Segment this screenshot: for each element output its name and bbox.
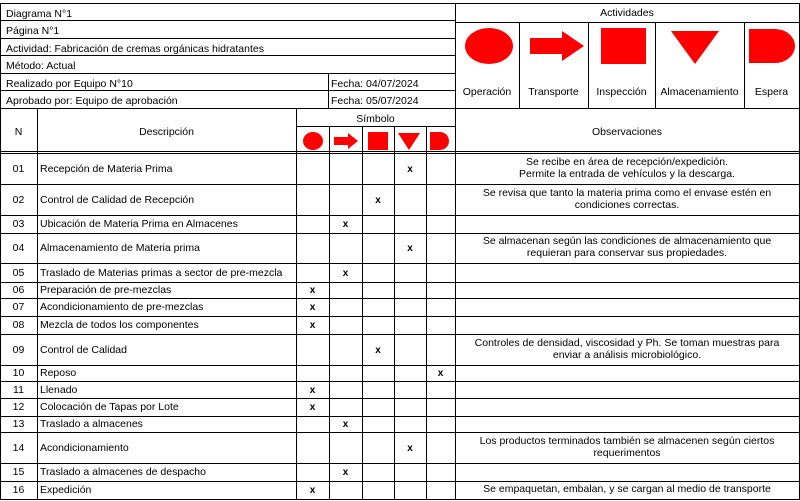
row-symbol-mark: x bbox=[309, 302, 316, 313]
grid-line bbox=[744, 22, 745, 109]
grid-line bbox=[296, 126, 456, 127]
grid-line bbox=[0, 263, 800, 264]
grid-line bbox=[296, 108, 297, 500]
row-observation: Se revisa que tanto la materia prima como el envase estén en condiciones correctas. bbox=[482, 186, 772, 211]
grid-line bbox=[426, 126, 427, 500]
row-observation: Se empaquetan, embalan, y se cargan al medio de transporte bbox=[483, 483, 771, 495]
row-number: 03 bbox=[12, 218, 25, 230]
grid-line bbox=[0, 151, 800, 152]
table-symbol-icons bbox=[0, 0, 800, 160]
row-symbol-mark: x bbox=[342, 467, 349, 478]
grid-line bbox=[394, 126, 395, 500]
legend-storage-label: Almacenamiento bbox=[660, 86, 739, 98]
made-by: Realizado por Equipo N°10 bbox=[6, 78, 133, 90]
grid-line bbox=[588, 22, 589, 109]
row-number: 06 bbox=[12, 284, 25, 296]
row-symbol-mark: x bbox=[342, 419, 349, 430]
row-number: 04 bbox=[12, 242, 25, 254]
legend-transport-label: Transporte bbox=[528, 86, 579, 98]
row-number: 16 bbox=[12, 484, 25, 496]
row-description: Llenado bbox=[40, 383, 78, 396]
row-observation: Los productos terminados también se almacenen según ciertos requerimentos bbox=[479, 434, 775, 459]
row-observation: Controles de densidad, viscosidad y Ph. Se toman muestras para enviar a análisis microbiológico. bbox=[474, 336, 780, 361]
grid-line bbox=[328, 73, 329, 109]
grid-line bbox=[0, 20, 456, 21]
row-description: Traslado a almacenes de despacho bbox=[40, 466, 206, 478]
activity-name: Actividad: Fabricación de cremas orgánicas hidratantes bbox=[6, 43, 264, 55]
row-description: Acondicionamiento bbox=[40, 441, 129, 454]
row-description: Almacenamiento de Materia prima bbox=[40, 242, 200, 254]
grid-line bbox=[0, 334, 800, 335]
grid-line bbox=[37, 108, 38, 500]
grid-line bbox=[329, 126, 330, 500]
row-symbol-mark: x bbox=[407, 442, 413, 454]
grid-line bbox=[0, 499, 800, 500]
row-number: 05 bbox=[12, 266, 25, 279]
row-description: Expedición bbox=[40, 484, 92, 496]
row-symbol-mark: x bbox=[309, 384, 316, 396]
grid-line bbox=[0, 398, 800, 399]
row-description: Recepción de Materia Prima bbox=[40, 162, 173, 175]
legend-wait-label: Espera bbox=[754, 86, 789, 98]
grid-line bbox=[0, 463, 800, 464]
row-description: Mezcla de todos los componentes bbox=[40, 319, 199, 331]
storage-small-icon bbox=[398, 133, 420, 150]
grid-line bbox=[0, 38, 456, 39]
col-header-n: N bbox=[14, 126, 23, 138]
grid-line bbox=[0, 108, 800, 109]
grid-line bbox=[362, 126, 363, 500]
grid-line bbox=[0, 3, 1, 500]
grid-line bbox=[0, 73, 456, 74]
row-number: 07 bbox=[12, 301, 25, 313]
grid-line bbox=[0, 233, 800, 234]
row-number: 15 bbox=[12, 466, 25, 478]
grid-line bbox=[0, 365, 800, 366]
row-description: Acondicionamiento de pre-mezclas bbox=[40, 301, 204, 313]
row-symbol-mark: x bbox=[407, 163, 413, 175]
activities-title: Actividades bbox=[600, 7, 654, 19]
row-symbol-mark: x bbox=[437, 368, 444, 379]
row-symbol-mark: x bbox=[342, 219, 349, 230]
row-observation: Se recibe en área de recepción/expedición. Permite la entrada de vehículos y la descarga. bbox=[519, 155, 735, 180]
row-symbol-mark: x bbox=[309, 285, 316, 296]
row-description: Control de Calidad bbox=[40, 343, 127, 356]
row-description: Colocación de Tapas por Lote bbox=[40, 401, 179, 413]
approved-by: Aprobado por: Equipo de aprobación bbox=[6, 95, 178, 107]
grid-line bbox=[0, 184, 800, 185]
row-symbol-mark: x bbox=[309, 320, 316, 331]
legend-inspection-label: Inspección bbox=[596, 86, 647, 98]
grid-line bbox=[0, 298, 800, 299]
row-number: 02 bbox=[12, 193, 25, 206]
made-date: Fecha: 04/07/2024 bbox=[331, 78, 419, 90]
method: Método: Actual bbox=[6, 60, 76, 72]
grid-line bbox=[0, 3, 800, 4]
grid-line bbox=[655, 22, 656, 109]
grid-line bbox=[0, 282, 800, 283]
legend-operation-label: Operación bbox=[462, 86, 512, 98]
row-number: 12 bbox=[12, 401, 25, 413]
row-symbol-mark: x bbox=[342, 267, 349, 279]
row-symbol-mark: x bbox=[375, 194, 381, 206]
row-symbol-mark: x bbox=[407, 243, 413, 254]
wait-small-icon bbox=[430, 132, 449, 150]
grid-line bbox=[455, 22, 800, 23]
row-number: 08 bbox=[12, 319, 25, 331]
row-number: 13 bbox=[12, 418, 25, 430]
grid-line bbox=[0, 153, 800, 154]
grid-line bbox=[0, 381, 800, 382]
grid-line bbox=[0, 90, 456, 91]
row-description: Reposo bbox=[40, 367, 77, 379]
row-description: Control de Calidad de Recepción bbox=[40, 193, 195, 206]
row-description: Preparación de pre-mezclas bbox=[40, 284, 172, 296]
page-number: Página N°1 bbox=[6, 25, 60, 37]
row-number: 10 bbox=[12, 367, 25, 379]
col-header-symbol: Símbolo bbox=[356, 113, 395, 125]
row-description: Ubicación de Materia Prima en Almacenes bbox=[40, 218, 238, 230]
grid-line bbox=[0, 481, 800, 482]
grid-line bbox=[0, 432, 800, 433]
row-number: 09 bbox=[12, 343, 25, 356]
row-number: 11 bbox=[13, 383, 24, 396]
inspection-small-icon bbox=[368, 132, 388, 150]
row-number: 14 bbox=[12, 441, 25, 454]
approved-date: Fecha: 05/07/2024 bbox=[331, 95, 419, 107]
grid-line bbox=[0, 316, 800, 317]
grid-line bbox=[519, 22, 520, 109]
col-header-observations: Observaciones bbox=[591, 126, 663, 138]
row-number: 01 bbox=[12, 162, 25, 175]
grid-line bbox=[0, 215, 800, 216]
row-symbol-mark: x bbox=[375, 344, 381, 356]
row-symbol-mark: x bbox=[309, 485, 316, 496]
row-description: Traslado a almacenes bbox=[40, 418, 143, 430]
grid-line bbox=[0, 55, 456, 56]
grid-line bbox=[0, 416, 800, 417]
col-header-description: Descripción bbox=[139, 126, 194, 138]
transport-small-icon bbox=[334, 133, 358, 149]
row-description: Traslado de Materias primas a sector de pre-mezcla bbox=[40, 266, 283, 279]
row-symbol-mark: x bbox=[309, 402, 316, 413]
row-observation: Se almacenan según las condiciones de almacenamiento que requieran para conservar sus propiedades. bbox=[482, 235, 772, 259]
operation-small-icon bbox=[303, 132, 323, 150]
grid-line bbox=[455, 3, 456, 500]
diagram-number: Diagrama N°1 bbox=[6, 8, 73, 20]
